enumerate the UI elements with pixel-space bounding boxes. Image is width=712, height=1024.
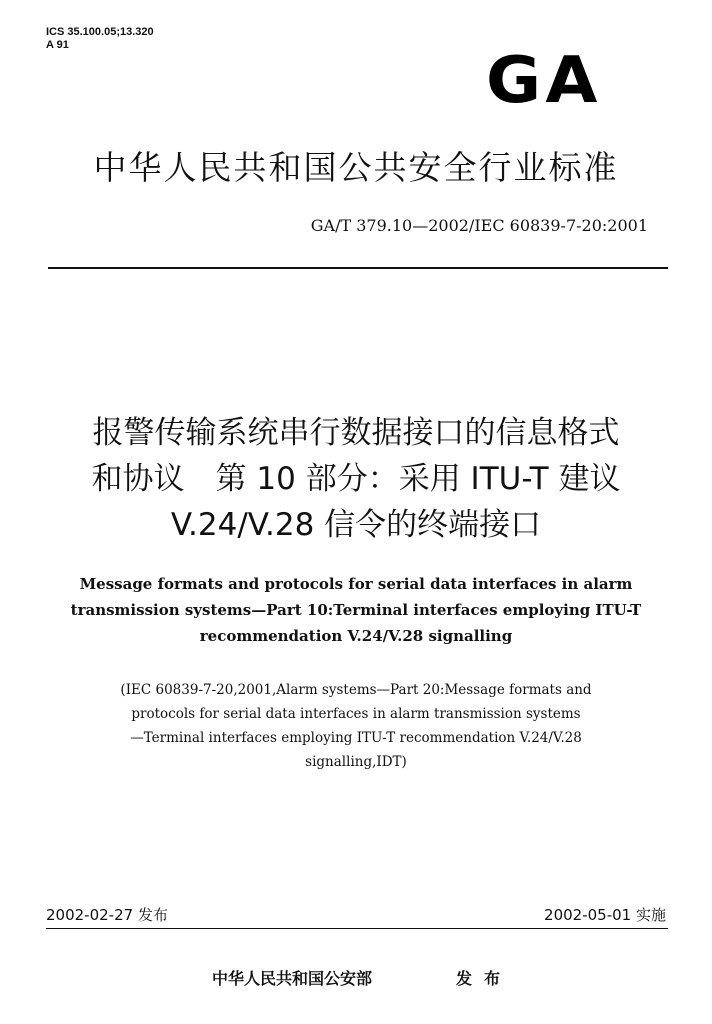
footer-rule xyxy=(46,928,668,929)
title-cn-line-3: V.24/V.28 信令的终端接口 xyxy=(170,507,542,543)
ccs-code: A 91 xyxy=(46,39,69,51)
issue-date: 2002-02-27 发布 xyxy=(46,906,168,924)
title-cn-line-2: 和协议 第 10 部分：采用 ITU-T 建议 xyxy=(91,461,621,497)
title-en-line-2: transmission systems—Part 10:Terminal interfaces employing ITU-T xyxy=(70,601,642,619)
title-chinese xyxy=(20,410,692,548)
idt-line-2: protocols for serial data interfaces in alarm transmission systems xyxy=(131,706,581,722)
title-en-line-1: Message formats and protocols for serial data interfaces in alarm xyxy=(79,575,633,593)
standard-organization: 中华人民共和国公共安全行业标准 xyxy=(93,148,619,187)
publisher: 中华人民共和国公安部 xyxy=(212,969,373,988)
idt-line-3: —Terminal interfaces employing ITU-T recommendation V.24/V.28 xyxy=(130,730,582,746)
standard-code: GA/T 379.10—2002/IEC 60839-7-20:2001 xyxy=(310,216,648,235)
ics-code: ICS 35.100.05;13.320 xyxy=(46,26,154,38)
title-cn-line-1: 报警传输系统串行数据接口的信息格式 xyxy=(92,415,620,451)
implementation-date: 2002-05-01 实施 xyxy=(544,906,666,924)
title-english xyxy=(30,571,682,649)
ga-logo: GA xyxy=(486,44,602,118)
idt-line-1: (IEC 60839-7-20,2001,Alarm systems—Part 20:Message formats and xyxy=(120,682,592,698)
classification-codes xyxy=(46,26,154,52)
header-rule xyxy=(48,267,668,269)
idt-line-4: signalling,IDT) xyxy=(305,754,407,770)
publish-label: 发布 xyxy=(456,969,513,988)
equivalence-note xyxy=(40,678,672,774)
title-en-line-3: recommendation V.24/V.28 signalling xyxy=(199,627,513,645)
